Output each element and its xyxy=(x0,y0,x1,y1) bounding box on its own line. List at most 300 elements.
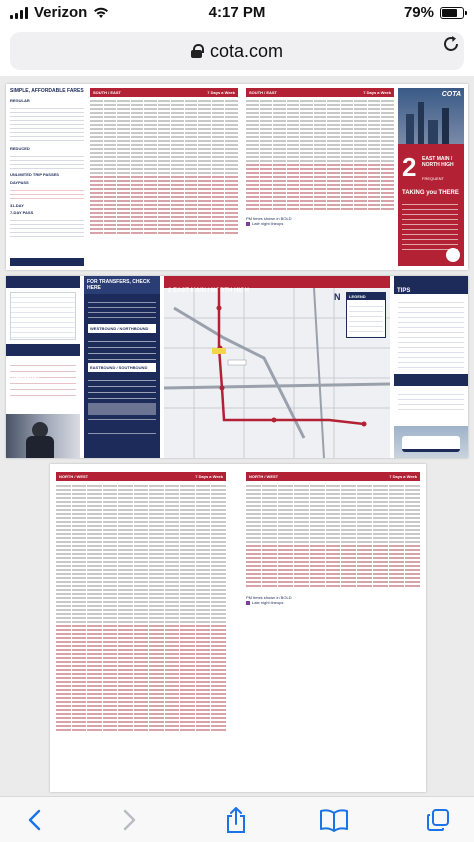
timetable-column xyxy=(278,485,293,589)
timetable-cell xyxy=(90,156,103,158)
timetable-cell xyxy=(87,585,102,587)
timetable-cell xyxy=(246,124,259,126)
timetable-cell xyxy=(196,533,211,535)
timetable-cell xyxy=(103,697,118,699)
timetable-cell xyxy=(144,192,157,194)
timetable-cell xyxy=(56,577,71,579)
timetable-cell xyxy=(381,144,394,146)
timetable-cell xyxy=(117,172,130,174)
timetable-cell xyxy=(211,605,226,607)
timetable-cell xyxy=(278,521,293,523)
timetable-cell xyxy=(117,164,130,166)
timetable-cell xyxy=(354,144,367,146)
timetable-cell xyxy=(165,565,180,567)
timetable-cell xyxy=(117,108,130,110)
timetable-cell xyxy=(212,144,225,146)
timetable-cell xyxy=(287,172,300,174)
timetable-cell xyxy=(294,525,309,527)
timetable-cell xyxy=(90,204,103,206)
timetable-cell xyxy=(211,577,226,579)
timetable-cell xyxy=(198,180,211,182)
timetable-cell xyxy=(158,100,171,102)
timetable-cell xyxy=(72,553,87,555)
timetable-cell xyxy=(134,605,149,607)
timetable-cell xyxy=(196,521,211,523)
timetable-cell xyxy=(198,160,211,162)
timetable-cell xyxy=(185,232,198,234)
timetable-cell xyxy=(72,633,87,635)
timetable-cell xyxy=(262,497,277,499)
timetable-cell xyxy=(158,172,171,174)
timetable-cell xyxy=(117,184,130,186)
timetable-cell xyxy=(118,669,133,671)
bus-photo xyxy=(394,426,468,458)
timetable-cell xyxy=(56,629,71,631)
timetable-cell xyxy=(104,172,117,174)
timetable-cell xyxy=(273,160,286,162)
timetable-cell xyxy=(287,204,300,206)
timetable-cell xyxy=(300,192,313,194)
timetable-cell xyxy=(260,156,273,158)
timetable-cell xyxy=(171,204,184,206)
pdf-viewport[interactable] xyxy=(0,76,474,796)
timetable-cell xyxy=(196,625,211,627)
timetable-cell xyxy=(144,144,157,146)
timetable-cell xyxy=(117,196,130,198)
timetable-cell xyxy=(300,196,313,198)
timetable-cell xyxy=(326,569,341,571)
timetable-column xyxy=(87,485,102,733)
timetable-cell xyxy=(314,120,327,122)
timetable-cell xyxy=(357,501,372,503)
timetable-column xyxy=(103,485,118,733)
book-icon xyxy=(319,808,349,832)
timetable-cell xyxy=(300,124,313,126)
timetable-cell xyxy=(158,196,171,198)
timetable-cell xyxy=(158,232,171,234)
timetable-cell xyxy=(87,537,102,539)
timetable-cell xyxy=(103,597,118,599)
timetable-cell xyxy=(260,152,273,154)
timetable-cell xyxy=(260,128,273,130)
timetable-cell xyxy=(104,144,117,146)
timetable-cell xyxy=(198,188,211,190)
timetable-cell xyxy=(104,216,117,218)
timetable-days: 7 Days a Week xyxy=(389,474,417,479)
timetable-column xyxy=(212,100,225,236)
timetable-cell xyxy=(131,196,144,198)
timetable-cell xyxy=(180,637,195,639)
timetable-cell xyxy=(381,104,394,106)
timetable-cell xyxy=(357,493,372,495)
timetable-cell xyxy=(144,188,157,190)
timetable-cell xyxy=(72,729,87,731)
timetable-cell xyxy=(357,537,372,539)
timetable-cell xyxy=(87,729,102,731)
timetable-cell xyxy=(103,601,118,603)
timetable-cell xyxy=(87,561,102,563)
fares-title: SIMPLE, AFFORDABLE FARES xyxy=(10,88,84,94)
timetable-cell xyxy=(144,112,157,114)
share-button[interactable] xyxy=(216,805,256,835)
bookmarks-button[interactable] xyxy=(314,805,354,835)
timetable-cell xyxy=(104,208,117,210)
timetable-cell xyxy=(165,621,180,623)
cota-logo: COTA xyxy=(441,91,461,98)
timetable-cell xyxy=(56,589,71,591)
timetable-cell xyxy=(368,140,381,142)
timetable-cell xyxy=(341,128,354,130)
timetable-cell xyxy=(246,100,259,102)
timetable-cell xyxy=(131,140,144,142)
timetable-cell xyxy=(56,521,71,523)
timetable-column xyxy=(294,485,309,589)
back-button[interactable] xyxy=(14,805,54,835)
timetable-cell xyxy=(225,212,238,214)
timetable-cell xyxy=(72,521,87,523)
timetable-cell xyxy=(278,533,293,535)
timetable-cell xyxy=(357,517,372,519)
timetable-cell xyxy=(327,124,340,126)
timetable-cell xyxy=(262,565,277,567)
timetable-cell xyxy=(104,168,117,170)
timetable-cell xyxy=(144,136,157,138)
timetable-cell xyxy=(354,208,367,210)
timetable-cell xyxy=(198,156,211,158)
timetable-column xyxy=(118,485,133,733)
timetable-cell xyxy=(211,565,226,567)
timetable-cell xyxy=(262,513,277,515)
timetable-cell xyxy=(368,120,381,122)
timetable-cell xyxy=(294,529,309,531)
timetable-cell xyxy=(327,188,340,190)
timetable-cell xyxy=(134,485,149,487)
timetable-cell xyxy=(180,533,195,535)
timetable-column xyxy=(354,100,367,212)
timetable-cell xyxy=(171,160,184,162)
timetable-cell xyxy=(260,124,273,126)
timetable-cell xyxy=(87,709,102,711)
timetable-cell xyxy=(405,497,420,499)
pm-note: PM times shown in BOLD xyxy=(246,595,292,600)
timetable-cell xyxy=(260,164,273,166)
timetable-column xyxy=(260,100,273,212)
timetable-cell xyxy=(273,184,286,186)
timetable-cell xyxy=(87,529,102,531)
timetable-cell xyxy=(294,537,309,539)
timetable-cell xyxy=(134,505,149,507)
timetable-cell xyxy=(165,577,180,579)
timetable-cell xyxy=(405,513,420,515)
timetable-cell xyxy=(87,485,102,487)
timetable-cell xyxy=(381,128,394,130)
timetable-cell xyxy=(262,501,277,503)
timetable-cell xyxy=(104,132,117,134)
timetable-south-east-1 xyxy=(90,88,238,266)
timetable-cell xyxy=(103,629,118,631)
timetable-cell xyxy=(134,593,149,595)
timetable-cell xyxy=(300,128,313,130)
timetable-cell xyxy=(389,581,404,583)
timetable-cell xyxy=(327,164,340,166)
timetable-cell xyxy=(149,617,164,619)
timetable-cell xyxy=(260,136,273,138)
timetable-cell xyxy=(165,509,180,511)
timetable-cell xyxy=(196,649,211,651)
timetable-cell xyxy=(72,625,87,627)
timetable-cell xyxy=(300,172,313,174)
timetable-cell xyxy=(87,617,102,619)
timetable-cell xyxy=(198,124,211,126)
destination-list xyxy=(402,200,458,250)
timetable-cell xyxy=(87,513,102,515)
timetable-cell xyxy=(131,152,144,154)
timetable-cell xyxy=(56,513,71,515)
timetable-cell xyxy=(180,665,195,667)
timetable-cell xyxy=(180,597,195,599)
timetable-cell xyxy=(354,136,367,138)
timetable-cell xyxy=(368,104,381,106)
timetable-cell xyxy=(185,200,198,202)
timetable-cell xyxy=(260,188,273,190)
timetable-cell xyxy=(212,120,225,122)
timetable-cell xyxy=(260,140,273,142)
timetable-cell xyxy=(260,192,273,194)
timetable-cell xyxy=(327,104,340,106)
timetable-cell xyxy=(149,565,164,567)
timetable-cell xyxy=(149,521,164,523)
timetable-cell xyxy=(149,641,164,643)
timetable-cell xyxy=(326,529,341,531)
chevron-right-icon xyxy=(123,809,137,831)
timetable-cell xyxy=(149,709,164,711)
timetable-cell xyxy=(87,685,102,687)
url-field[interactable] xyxy=(10,32,464,70)
timetable-cell xyxy=(287,184,300,186)
tabs-button[interactable] xyxy=(418,805,458,835)
timetable-cell xyxy=(212,204,225,206)
timetable-cell xyxy=(341,521,356,523)
timetable-cell xyxy=(134,549,149,551)
timetable-column xyxy=(246,485,261,589)
timetable-cell xyxy=(381,120,394,122)
timetable-cell xyxy=(117,156,130,158)
timetable-cell xyxy=(262,509,277,511)
timetable-cell xyxy=(381,184,394,186)
timetable-cell xyxy=(131,156,144,158)
timetable-cell xyxy=(246,585,261,587)
timetable-cell xyxy=(90,216,103,218)
frequency-header xyxy=(6,344,80,380)
timetable-cell xyxy=(103,573,118,575)
timetable-cell xyxy=(314,144,327,146)
timetable-cell xyxy=(196,561,211,563)
timetable-cell xyxy=(389,585,404,587)
timetable-cell xyxy=(56,645,71,647)
timetable-cell xyxy=(294,569,309,571)
timetable-cell xyxy=(287,128,300,130)
timetable-cell xyxy=(87,569,102,571)
timetable-cell xyxy=(211,621,226,623)
timetable-cell xyxy=(165,657,180,659)
timetable-cell xyxy=(405,533,420,535)
timetable-cell xyxy=(158,220,171,222)
timetable-cell xyxy=(196,665,211,667)
timetable-cell xyxy=(326,489,341,491)
timetable-cell xyxy=(357,585,372,587)
timetable-cell xyxy=(341,545,356,547)
timetable-cell xyxy=(246,489,261,491)
timetable-cell xyxy=(131,172,144,174)
timetable-cell xyxy=(180,509,195,511)
timetable-cell xyxy=(131,224,144,226)
timetable-cell xyxy=(341,116,354,118)
timetable-cell xyxy=(90,124,103,126)
timetable-cell xyxy=(211,701,226,703)
timetable-cell xyxy=(246,108,259,110)
timetable-cell xyxy=(165,589,180,591)
timetable-cell xyxy=(56,501,71,503)
timetable-cell xyxy=(118,617,133,619)
forward-button[interactable] xyxy=(110,805,150,835)
timetable-cell xyxy=(149,729,164,731)
timetable-cell xyxy=(118,513,133,515)
timetable-cell xyxy=(368,132,381,134)
legend-items xyxy=(349,302,383,336)
timetable-cell xyxy=(149,601,164,603)
timetable-cell xyxy=(149,725,164,727)
timetable-cell xyxy=(327,172,340,174)
timetable-cell xyxy=(149,493,164,495)
timetable-cell xyxy=(212,176,225,178)
timetable-cell xyxy=(165,669,180,671)
timetable-cell xyxy=(72,537,87,539)
timetable-cell xyxy=(327,132,340,134)
timetable-cell xyxy=(354,128,367,130)
timetable-cell xyxy=(180,633,195,635)
timetable-cell xyxy=(56,665,71,667)
reload-icon[interactable] xyxy=(440,34,462,56)
timetable-cell xyxy=(327,116,340,118)
timetable-cell xyxy=(103,501,118,503)
timetable-cell xyxy=(104,112,117,114)
timetable-cell xyxy=(198,112,211,114)
timetable-cell xyxy=(196,525,211,527)
battery-fill xyxy=(442,9,457,17)
timetable-cell xyxy=(104,204,117,206)
timetable-cell xyxy=(87,605,102,607)
timetable-cell xyxy=(354,196,367,198)
timetable-cell xyxy=(212,220,225,222)
daypass-rows xyxy=(10,187,84,201)
timetable-cell xyxy=(373,513,388,515)
timetable-cell xyxy=(103,701,118,703)
timetable-cell xyxy=(246,533,261,535)
timetable-cell xyxy=(287,208,300,210)
timetable-cell xyxy=(158,164,171,166)
timetable-cell xyxy=(327,168,340,170)
timetable-cell xyxy=(246,204,259,206)
timetable-cell xyxy=(326,525,341,527)
timetable-cell xyxy=(72,617,87,619)
timetable-cell xyxy=(185,164,198,166)
timetable-cell xyxy=(118,725,133,727)
timetable-cell xyxy=(72,501,87,503)
timetable-cell xyxy=(381,196,394,198)
timetable-cell xyxy=(56,549,71,551)
timetable-cell xyxy=(211,513,226,515)
timetable-cell xyxy=(294,513,309,515)
timetable-cell xyxy=(103,589,118,591)
timetable-cell xyxy=(373,557,388,559)
timetable-cell xyxy=(246,160,259,162)
timetable-cell xyxy=(373,569,388,571)
timetable-cell xyxy=(225,156,238,158)
timetable-cell xyxy=(198,200,211,202)
timetable-cell xyxy=(158,180,171,182)
timetable-cell xyxy=(185,132,198,134)
timetable-cell xyxy=(287,156,300,158)
timetable-cell xyxy=(134,721,149,723)
timetable-cell xyxy=(381,140,394,142)
timetable-cell xyxy=(180,513,195,515)
timetable-cell xyxy=(196,509,211,511)
timetable-cell xyxy=(171,220,184,222)
timetable-cell xyxy=(341,489,356,491)
timetable-cell xyxy=(287,132,300,134)
timetable-cell xyxy=(196,549,211,551)
timetable-cell xyxy=(341,493,356,495)
timetable-cell xyxy=(294,553,309,555)
timetable-cell xyxy=(389,497,404,499)
timetable-cell xyxy=(149,525,164,527)
timetable-cell xyxy=(354,100,367,102)
timetable-cell xyxy=(134,613,149,615)
timetable-cell xyxy=(389,521,404,523)
timetable-cell xyxy=(341,517,356,519)
timetable-cell xyxy=(118,685,133,687)
timetable-cell xyxy=(165,605,180,607)
timetable-cell xyxy=(389,577,404,579)
timetable-cell xyxy=(357,573,372,575)
timetable-column xyxy=(104,100,117,236)
timetable-cell xyxy=(149,637,164,639)
timetable-cell xyxy=(246,557,261,559)
timetable-cell xyxy=(354,140,367,142)
timetable-cell xyxy=(117,136,130,138)
timetable-cell xyxy=(262,541,277,543)
timetable-cell xyxy=(198,196,211,198)
timetable-cell xyxy=(149,665,164,667)
timetable-cell xyxy=(165,517,180,519)
timetable-cell xyxy=(165,609,180,611)
timetable-cell xyxy=(103,493,118,495)
timetable-cell xyxy=(87,577,102,579)
timetable-cell xyxy=(158,108,171,110)
timetable-cell xyxy=(171,136,184,138)
timetable-cell xyxy=(211,713,226,715)
timetable-cell xyxy=(144,116,157,118)
using-schedule-title: USING YOUR SCHEDULE xyxy=(9,288,70,294)
timetable-cell xyxy=(134,601,149,603)
timetable-cell xyxy=(196,653,211,655)
timetable-cell xyxy=(185,152,198,154)
web-row xyxy=(88,433,156,443)
timetable-cell xyxy=(149,581,164,583)
timetable-column xyxy=(381,100,394,212)
timetable-cell xyxy=(326,573,341,575)
timetable-cell xyxy=(341,140,354,142)
